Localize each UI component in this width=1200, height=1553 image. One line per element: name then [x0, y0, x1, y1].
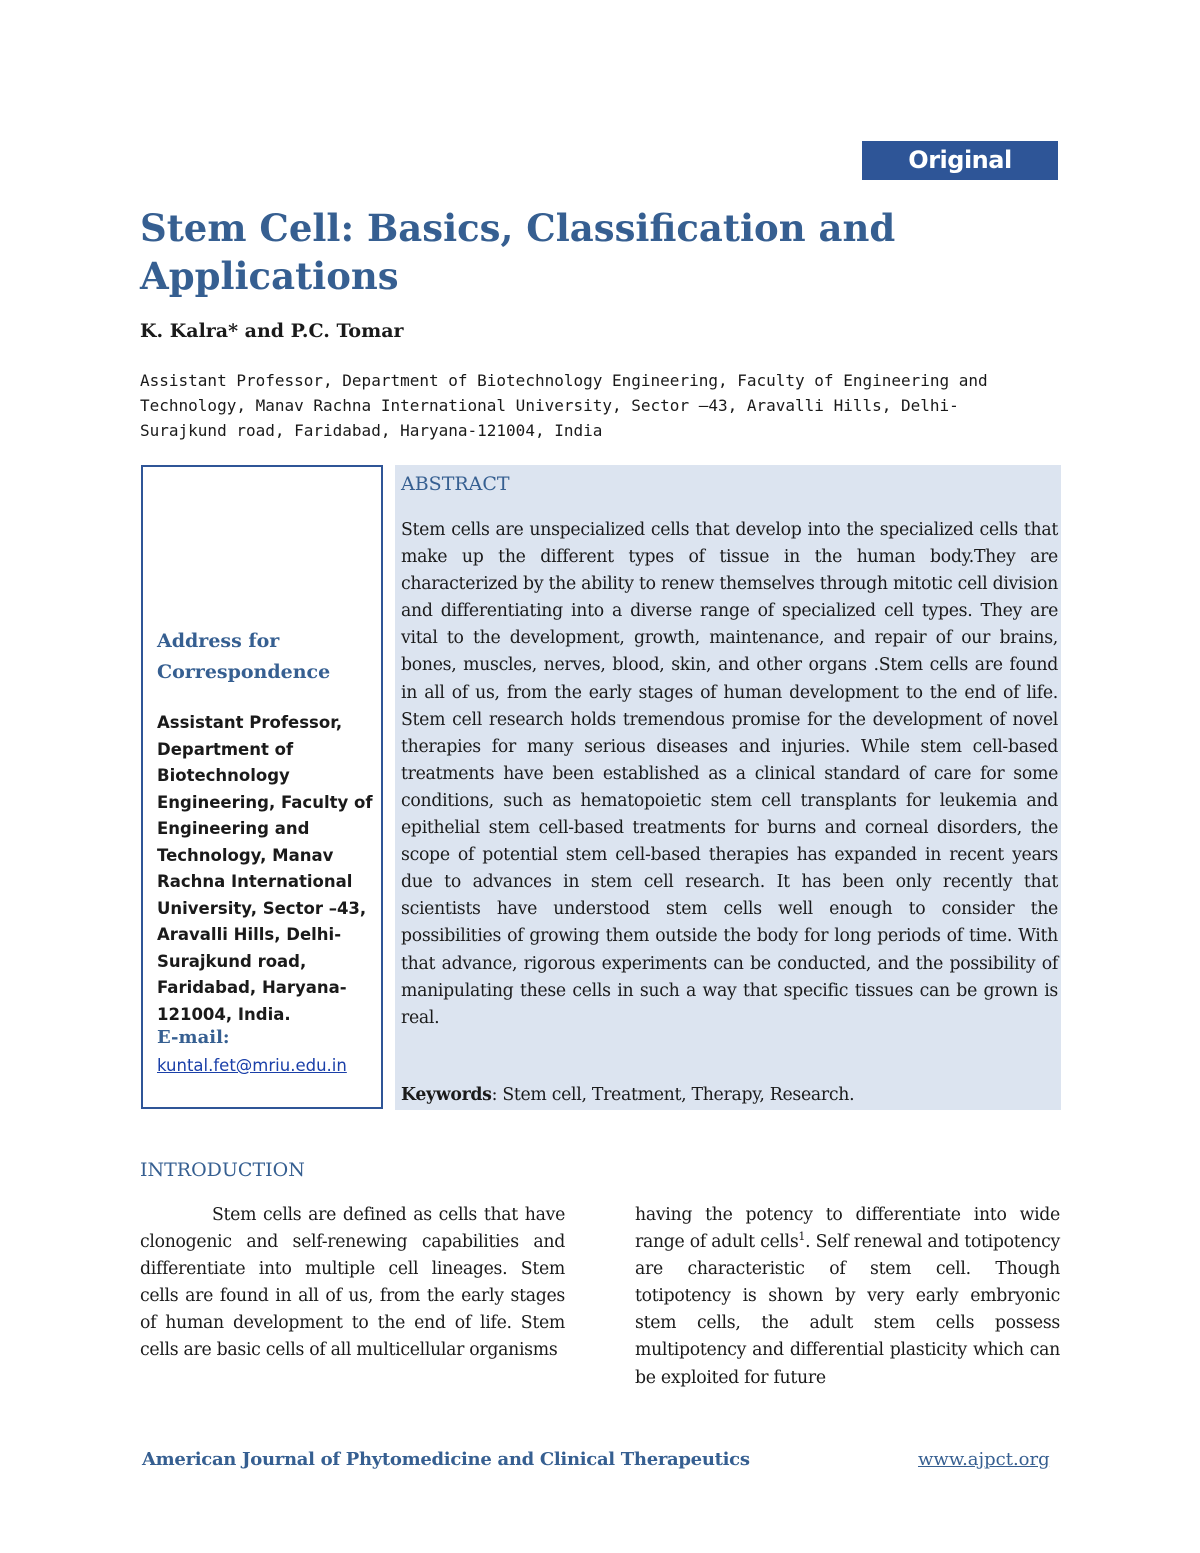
intro-right-text-2: . Self renewal and totipotency are characteristic of stem cell. Though totipotency is shown by very early embryonic stem cells, the adult stem cells possess multipotency and differential plasticity which can be exploited for future	[635, 1232, 1061, 1388]
article-title: Stem Cell: Basics, Classification and Applications	[140, 206, 896, 298]
correspondence-address: Assistant Professor, Department of Biotechnology Engineering, Faculty of Engineering and Technology, Manav Rachna International University, Sector –43, Aravalli Hills, Delhi-Surajkund road, Faridabad, Haryana-121004, India.	[157, 713, 373, 1024]
reference-superscript[interactable]: 1	[798, 1230, 806, 1244]
email-link[interactable]: kuntal.fet@mriu.edu.in	[157, 1056, 347, 1075]
introduction-left-column: Stem cells are defined as cells that have clonogenic and self-renewing capabilities and differentiate into multiple cell lineages. Stem cells are found in all of us, from the early stages of human development to the end of life. Stem cells are basic cells of all multicellular organisms	[140, 1205, 565, 1361]
keywords-label: Keywords	[401, 1085, 492, 1105]
abstract-heading: ABSTRACT	[401, 473, 510, 495]
abstract-box	[395, 465, 1061, 1110]
footer-journal-name: American Journal of Phytomedicine and Clinical Therapeutics	[142, 1449, 750, 1470]
abstract-text: Stem cells are unspecialized cells that develop into the specialized cells that make up the different types of tissue in the human body.They are characterized by the ability to renew themselves through mitotic cell division and differentiating into a diverse range of specialized cell types. They are vital to the development, growth, maintenance, and repair of our brains, bones, muscles, nerves, blood, skin, and other organs .Stem cells are found in all of us, from the early stages of human development to the end of life. Stem cell research holds tremendous promise for the development of novel therapies for many serious diseases and injuries. While stem cell-based treatments have been established as a clinical standard of care for some conditions, such as hematopoietic stem cell transplants for leukemia and epithelial stem cell-based treatments for burns and corneal disorders, the scope of potential stem cell-based therapies has expanded in recent years due to advances in stem cell research. It has been only recently that scientists have understood stem cells well enough to consider the possibilities of growing them outside the body for long periods of time. With that advance, rigorous experiments can be conducted, and the possibility of manipulating these cells in such a way that specific tissues can be grown is real.	[401, 520, 1058, 1028]
email-label: E-mail:	[157, 1027, 230, 1048]
article-type-badge: Original Article	[862, 141, 1058, 180]
correspondence-heading: Address for Correspondence	[157, 630, 331, 683]
introduction-heading: INTRODUCTION	[140, 1159, 305, 1181]
correspondence-box	[141, 465, 383, 1109]
introduction-right-column	[635, 1202, 1060, 1392]
authors: K. Kalra* and P.C. Tomar	[140, 320, 404, 342]
footer-journal-link[interactable]: www.ajpct.org	[918, 1449, 1050, 1470]
keywords	[401, 1082, 1056, 1109]
affiliation: Assistant Professor, Department of Biotechnology Engineering, Faculty of Engineering and Technology, Manav Rachna International University, Sector –43, Aravalli Hills, Delhi-Surajkund road, Faridabad, Haryana-121004, India	[140, 371, 988, 440]
keywords-list: : Stem cell, Treatment, Therapy, Research.	[491, 1085, 855, 1105]
intro-right-text-1: having the potency to differentiate into wide range of adult cells	[635, 1205, 1060, 1253]
